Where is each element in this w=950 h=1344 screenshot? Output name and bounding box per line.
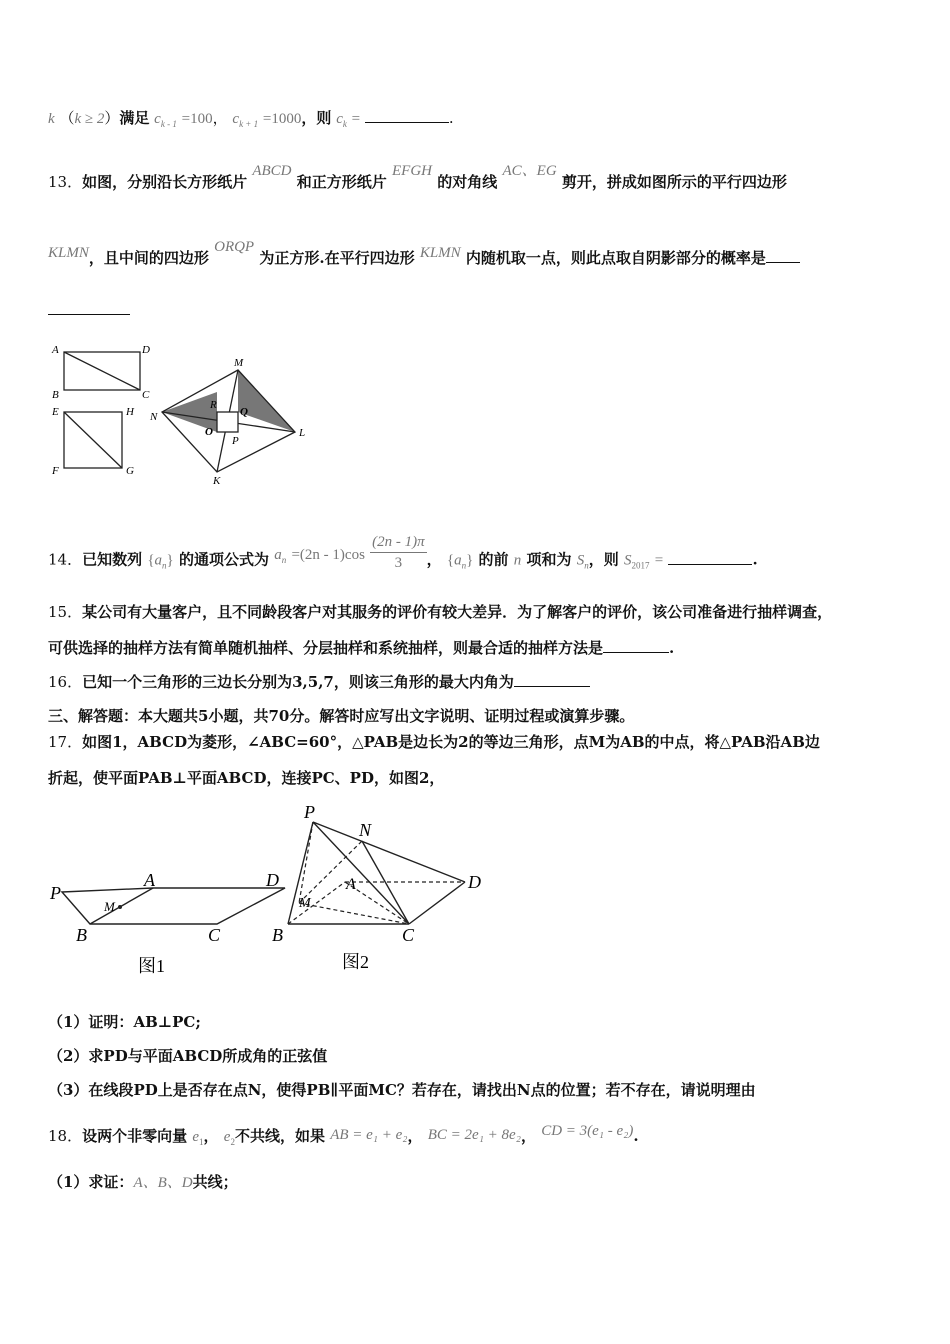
q17-line2: 折起，使平面PAB⊥平面ABCD，连接PC、PD，如图2， [48, 769, 445, 787]
q14-line: 14．已知数列 $\{a_n\}$ 的通项公式为 $a_n =(2n - 1)\cos$ $\frac{(2n - 1)\pi}{3}$ ， $\{a_n\}$ 的前 n 项和为 $S_n$，则 $S_{2017}$ = . [48, 534, 758, 571]
fig2-label-p: P [304, 802, 315, 822]
label-p: P [232, 435, 239, 447]
q12-line: k （k ≥ 2）满足 $c_{k - 1} =100$， $c_{k + 1} =1000$，则 $c_k$ = . [48, 109, 454, 129]
q17-sub1: （1）证明：AB⊥PC; [48, 1013, 201, 1031]
answer-blank[interactable] [668, 550, 752, 565]
label-e: E [52, 406, 59, 418]
diagonal-ac [64, 352, 140, 390]
fig1-label-p: P [50, 883, 61, 903]
k-var: k [48, 111, 55, 127]
fraction: $\frac{(2n - 1)\pi}{3}$ [372, 534, 425, 571]
q15-line1: 15．某公司有大量客户，且不同龄段客户对其服务的评价有较大差异．为了解客户的评价，该公司准备进行抽样调查， [48, 603, 833, 621]
fig2-label-b: B [272, 925, 283, 945]
label-m: M [234, 357, 244, 369]
q13-line1: 13．如图，分别沿长方形纸片 ABCD 和正方形纸片 EFGH 的对角线 AC、EG 剪开，拼成如图所示的平行四边形 [48, 163, 787, 191]
fig1-label-a: A [144, 870, 155, 890]
fig1-caption: 图1 [138, 956, 165, 976]
fig2-label-a: A [346, 876, 356, 893]
fig2-label-c: C [402, 925, 415, 945]
q13-figure [40, 340, 320, 490]
answer-blank[interactable] [766, 248, 800, 263]
label-g: G [126, 465, 134, 477]
label-l: L [299, 427, 306, 439]
diagonal-eg [64, 412, 122, 468]
fig1-label-c: C [208, 925, 221, 945]
label-o: O [205, 426, 213, 438]
q17-line1: 17．如图1，ABCD为菱形，∠ABC=60°，△PAB是边长为2的等边三角形，点M为AB的中点，将△PAB沿AB边 [48, 733, 820, 751]
label-b: B [52, 389, 59, 401]
fig1-label-m: M [104, 899, 115, 914]
label-a: A [52, 344, 59, 356]
label-c: C [142, 389, 150, 401]
square-orqp [217, 412, 238, 432]
label-n: N [150, 411, 158, 423]
label-h: H [126, 406, 134, 418]
section-3-heading: 三、解答题：本大题共5小题，共70分。解答时应写出文字说明、证明过程或演算步骤。 [48, 707, 635, 725]
q18-sub1: （1）求证：A、B、D共线； [48, 1173, 238, 1191]
label-r: R [210, 399, 217, 411]
label-d: D [142, 344, 150, 356]
q15-line2: 可供选择的抽样方法有简单随机抽样、分层抽样和系统抽样，则最合适的抽样方法是 . [48, 639, 675, 657]
label-q: Q [240, 406, 248, 418]
label-k: K [213, 475, 221, 487]
q12-satisfy: 满足 [119, 109, 150, 127]
k-cond: k ≥ 2 [74, 111, 105, 127]
fig1-outline [62, 888, 285, 924]
answer-blank[interactable] [514, 672, 590, 687]
answer-blank[interactable] [603, 638, 669, 653]
fig1-label-d: D [266, 870, 279, 890]
fig2-label-m: M [299, 896, 311, 911]
q16-line: 16．已知一个三角形的三边长分别为3,5,7，则该三角形的最大内角为 [48, 672, 590, 692]
q13-line2: KLMN，且中间的四边形 ORQP 为正方形.在平行四边形 KLMN 内随机取一点，则此点取自阴影部分的概率是 [48, 248, 800, 269]
fig2-label-d: D [468, 872, 481, 892]
fig2-label-n: N [359, 820, 372, 840]
q18-line: 18．设两个非零向量 $e_1$， $e_2$不共线，如果 AB = e₁ + e₂， BC = 2e₁ + 8e₂， CD = 3(e₁ - e₂). [48, 1123, 639, 1147]
fig2-caption: 图2 [342, 952, 369, 972]
q17-sub3: （3）在线段PD上是否存在点N，使得PB∥平面MC？若存在，请找出N点的位置；若不存在，请说明理由 [48, 1081, 756, 1099]
label-f: F [52, 465, 59, 477]
answer-blank[interactable] [365, 108, 449, 123]
q17-sub2: （2）求PD与平面ABCD所成角的正弦值 [48, 1047, 328, 1065]
vector-bc: BC = 2e₁ + 8e₂ [427, 1127, 521, 1143]
fig1-label-b: B [76, 925, 87, 945]
fig1-point-m [118, 905, 122, 909]
q17-figures [40, 800, 500, 980]
vector-cd: CD = 3(e₁ - e₂) [541, 1123, 634, 1139]
answer-blank-cont[interactable] [48, 300, 130, 315]
vector-ab: AB = e₁ + e₂ [330, 1127, 408, 1143]
